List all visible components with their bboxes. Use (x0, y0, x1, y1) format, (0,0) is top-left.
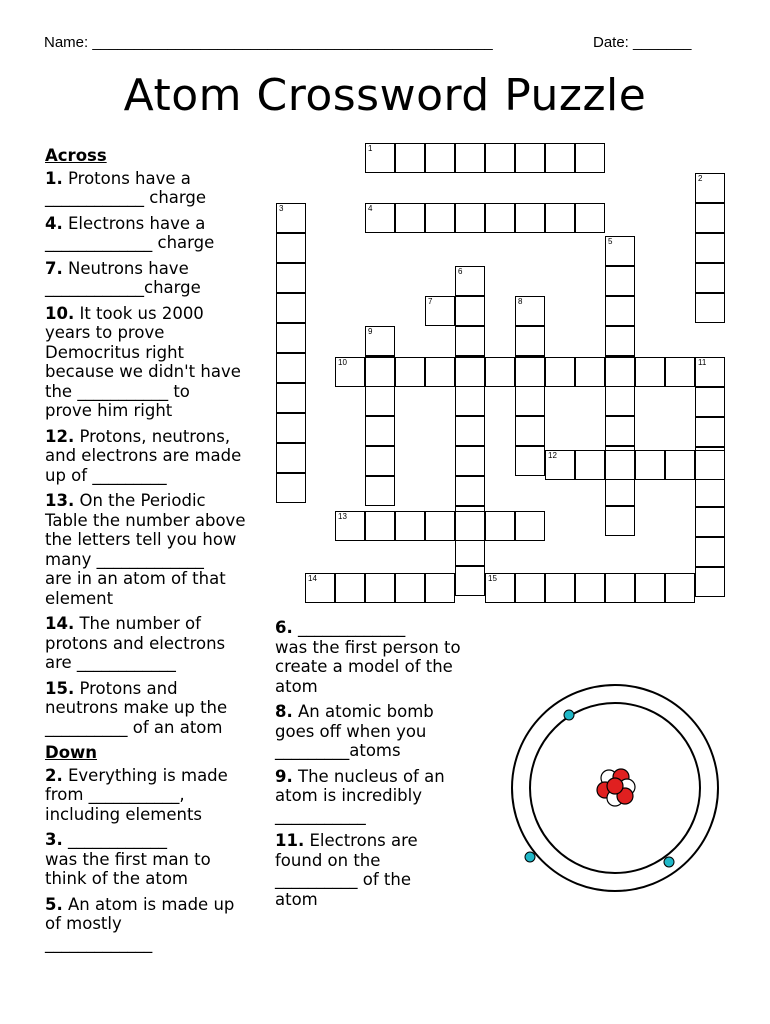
clue-text: On the Periodic Table the number above the letters tell you how many _____________ are in an atom of that element (45, 491, 246, 608)
crossword-cell[interactable] (695, 477, 725, 507)
across-clue (45, 259, 270, 298)
crossword-cell[interactable] (605, 326, 635, 356)
crossword-cell[interactable] (365, 416, 395, 446)
electron (525, 852, 535, 862)
down-clue (45, 830, 270, 889)
across-heading: Across (45, 146, 107, 165)
crossword-cell[interactable] (515, 446, 545, 476)
crossword-cell[interactable] (605, 236, 635, 266)
clue-number: 10. (45, 303, 75, 323)
page-title: Atom Crossword Puzzle (123, 70, 647, 121)
crossword-cell[interactable] (335, 357, 365, 387)
crossword-cell[interactable] (485, 573, 515, 603)
clue-text: Electrons are found on the __________ of the atom (275, 831, 418, 909)
crossword-cell[interactable] (365, 573, 395, 603)
date-field[interactable]: Date: _______ (593, 34, 692, 51)
clue-number: 9. (275, 766, 293, 786)
crossword-cell[interactable] (276, 323, 306, 353)
crossword-cell[interactable] (485, 357, 515, 387)
across-clue (45, 169, 270, 208)
clue-text: Everything is made from ___________, including elements (45, 765, 228, 824)
crossword-cell[interactable] (485, 203, 515, 233)
clue-number: 6. (275, 618, 293, 637)
clue-number: 15. (45, 678, 75, 698)
crossword-cell[interactable] (335, 511, 365, 541)
clues-left-column (45, 146, 270, 959)
crossword-cell[interactable] (276, 293, 306, 323)
clue-text: Electrons have a _____________ charge (45, 213, 215, 252)
crossword-cell[interactable] (365, 446, 395, 476)
crossword-cell[interactable] (515, 143, 545, 173)
clue-text: An atomic bomb goes off when you _________atoms (275, 702, 434, 760)
crossword-cell[interactable] (695, 507, 725, 537)
crossword-cell[interactable] (545, 450, 575, 480)
crossword-cell[interactable] (455, 143, 485, 173)
clue-text: Protons, neutrons, and electrons are made up of _________ (45, 426, 242, 485)
clue-text: ____________ was the first man to think of the atom (45, 830, 211, 888)
crossword-cell[interactable] (276, 203, 306, 233)
across-clue (45, 304, 270, 421)
crossword-cell[interactable] (695, 293, 725, 323)
cell-number: 5 (608, 237, 613, 246)
cell-number: 2 (698, 174, 703, 183)
clue-number: 2. (45, 765, 63, 785)
crossword-cell[interactable] (395, 511, 425, 541)
clue-text: The nucleus of an atom is incredibly ___________ (275, 766, 445, 825)
crossword-cell[interactable] (545, 357, 575, 387)
crossword-cell[interactable] (605, 386, 635, 416)
crossword-cell[interactable] (276, 353, 306, 383)
cell-number: 11 (698, 358, 707, 367)
crossword-cell[interactable] (665, 573, 695, 603)
crossword-cell[interactable] (695, 387, 725, 417)
crossword-cell[interactable] (485, 511, 515, 541)
crossword-cell[interactable] (365, 326, 395, 356)
clue-text: Neutrons have ____________charge (45, 258, 201, 297)
clue-number: 13. (45, 491, 75, 510)
crossword-cell[interactable] (455, 203, 485, 233)
clue-number: 4. (45, 213, 63, 233)
down-clue-list (45, 766, 270, 954)
crossword-cell[interactable] (455, 566, 485, 596)
clue-number: 7. (45, 258, 63, 278)
crossword-cell[interactable] (276, 443, 306, 473)
crossword-cell[interactable] (365, 386, 395, 416)
crossword-cell[interactable] (605, 296, 635, 326)
cell-number: 12 (548, 451, 557, 460)
crossword-cell[interactable] (695, 263, 725, 293)
crossword-cell[interactable] (485, 143, 515, 173)
electron (564, 710, 574, 720)
crossword-cell[interactable] (575, 203, 605, 233)
crossword-cell[interactable] (335, 573, 365, 603)
crossword-cell[interactable] (395, 573, 425, 603)
crossword-cell[interactable] (695, 173, 725, 203)
across-clue-list (45, 169, 270, 738)
name-field[interactable]: Name: ________________________________________________ (44, 34, 493, 51)
crossword-cell[interactable] (635, 573, 665, 603)
crossword-cell[interactable] (695, 450, 725, 480)
crossword-cell[interactable] (455, 386, 485, 416)
crossword-cell[interactable] (515, 416, 545, 446)
crossword-cell[interactable] (695, 203, 725, 233)
clue-number: 11. (275, 831, 305, 850)
cell-number: 7 (428, 297, 433, 306)
crossword-cell[interactable] (455, 511, 485, 541)
clue-text: Protons have a ____________ charge (45, 168, 207, 207)
crossword-cell[interactable] (575, 357, 605, 387)
clue-number: 3. (45, 830, 63, 849)
crossword-cell[interactable] (605, 476, 635, 506)
crossword-cell[interactable] (605, 506, 635, 536)
crossword-cell[interactable] (515, 357, 545, 387)
crossword-cell[interactable] (365, 511, 395, 541)
crossword-cell[interactable] (515, 573, 545, 603)
crossword-cell[interactable] (425, 357, 455, 387)
down-clue-list-continued (275, 618, 500, 909)
cell-number: 9 (368, 327, 373, 336)
crossword-cell[interactable] (455, 266, 485, 296)
cell-number: 14 (308, 574, 317, 583)
across-clue (45, 679, 270, 738)
cell-number: 1 (368, 144, 373, 153)
crossword-cell[interactable] (515, 203, 545, 233)
crossword-cell[interactable] (695, 537, 725, 567)
crossword-cell[interactable] (635, 450, 665, 480)
down-clue (45, 895, 270, 954)
crossword-cell[interactable] (545, 143, 575, 173)
crossword-cell[interactable] (365, 476, 395, 506)
crossword-cell[interactable] (276, 413, 306, 443)
nucleus (597, 769, 635, 806)
crossword-cell[interactable] (575, 143, 605, 173)
down-clue (45, 766, 270, 825)
down-clue (275, 702, 500, 761)
crossword-cell[interactable] (545, 573, 575, 603)
crossword-cell[interactable] (455, 357, 485, 387)
crossword-cell[interactable] (455, 446, 485, 476)
crossword-cell[interactable] (545, 203, 575, 233)
crossword-cell[interactable] (695, 417, 725, 447)
crossword-cell[interactable] (515, 296, 545, 326)
cell-number: 10 (338, 358, 347, 367)
crossword-cell[interactable] (395, 203, 425, 233)
cell-number: 13 (338, 512, 347, 521)
clue-text: _____________ was the first person to create a model of the atom (275, 618, 461, 696)
clues-right-column (275, 618, 500, 915)
crossword-cell[interactable] (455, 296, 485, 326)
crossword-cell[interactable] (605, 357, 635, 387)
crossword-cell[interactable] (276, 473, 306, 503)
crossword-cell[interactable] (635, 357, 665, 387)
crossword-cell[interactable] (425, 511, 455, 541)
down-clue (275, 767, 500, 826)
crossword-cell[interactable] (665, 450, 695, 480)
cell-number: 15 (488, 574, 497, 583)
electron (664, 857, 674, 867)
crossword-cell[interactable] (276, 233, 306, 263)
clue-text: An atom is made up of mostly _____________ (45, 894, 235, 953)
cell-number: 6 (458, 267, 463, 276)
crossword-cell[interactable] (425, 143, 455, 173)
crossword-cell[interactable] (455, 416, 485, 446)
clue-number: 14. (45, 614, 75, 633)
crossword-cell[interactable] (665, 357, 695, 387)
crossword-cell[interactable] (455, 476, 485, 506)
crossword-cell[interactable] (455, 326, 485, 356)
crossword-cell[interactable] (575, 573, 605, 603)
down-clue (275, 618, 500, 696)
crossword-cell[interactable] (425, 203, 455, 233)
crossword-cell[interactable] (695, 233, 725, 263)
crossword-cell[interactable] (515, 511, 545, 541)
atom-illustration (505, 680, 725, 900)
clue-text: It took us 2000 years to prove Democritus right because we didn't have the ___________ to prove him right (45, 303, 241, 420)
across-clue (45, 614, 270, 673)
crossword-cell[interactable] (605, 573, 635, 603)
crossword-cell[interactable] (395, 143, 425, 173)
crossword-cell[interactable] (605, 266, 635, 296)
cell-number: 3 (279, 204, 284, 213)
clue-number: 5. (45, 894, 63, 914)
crossword-cell[interactable] (605, 416, 635, 446)
crossword-cell[interactable] (305, 573, 335, 603)
down-heading: Down (45, 743, 98, 762)
crossword-cell[interactable] (605, 450, 635, 480)
clue-text: The number of protons and electrons are ____________ (45, 614, 226, 672)
clue-number: 12. (45, 426, 75, 446)
crossword-cell[interactable] (695, 357, 725, 387)
crossword-cell[interactable] (695, 567, 725, 597)
across-clue (45, 427, 270, 486)
crossword-cell[interactable] (425, 573, 455, 603)
crossword-cell[interactable] (365, 357, 395, 387)
crossword-cell[interactable] (365, 143, 395, 173)
crossword-cell[interactable] (425, 296, 455, 326)
crossword-cell[interactable] (276, 383, 306, 413)
crossword-cell[interactable] (575, 450, 605, 480)
cell-number: 8 (518, 297, 523, 306)
clue-number: 8. (275, 702, 293, 721)
clue-text: Protons and neutrons make up the __________ of an atom (45, 678, 228, 737)
clue-number: 1. (45, 168, 63, 188)
across-clue (45, 491, 270, 608)
across-clue (45, 214, 270, 253)
down-clue (275, 831, 500, 909)
crossword-cell[interactable] (395, 357, 425, 387)
crossword-cell[interactable] (515, 386, 545, 416)
crossword-cell[interactable] (515, 326, 545, 356)
crossword-cell[interactable] (365, 203, 395, 233)
cell-number: 4 (368, 204, 373, 213)
crossword-cell[interactable] (276, 263, 306, 293)
